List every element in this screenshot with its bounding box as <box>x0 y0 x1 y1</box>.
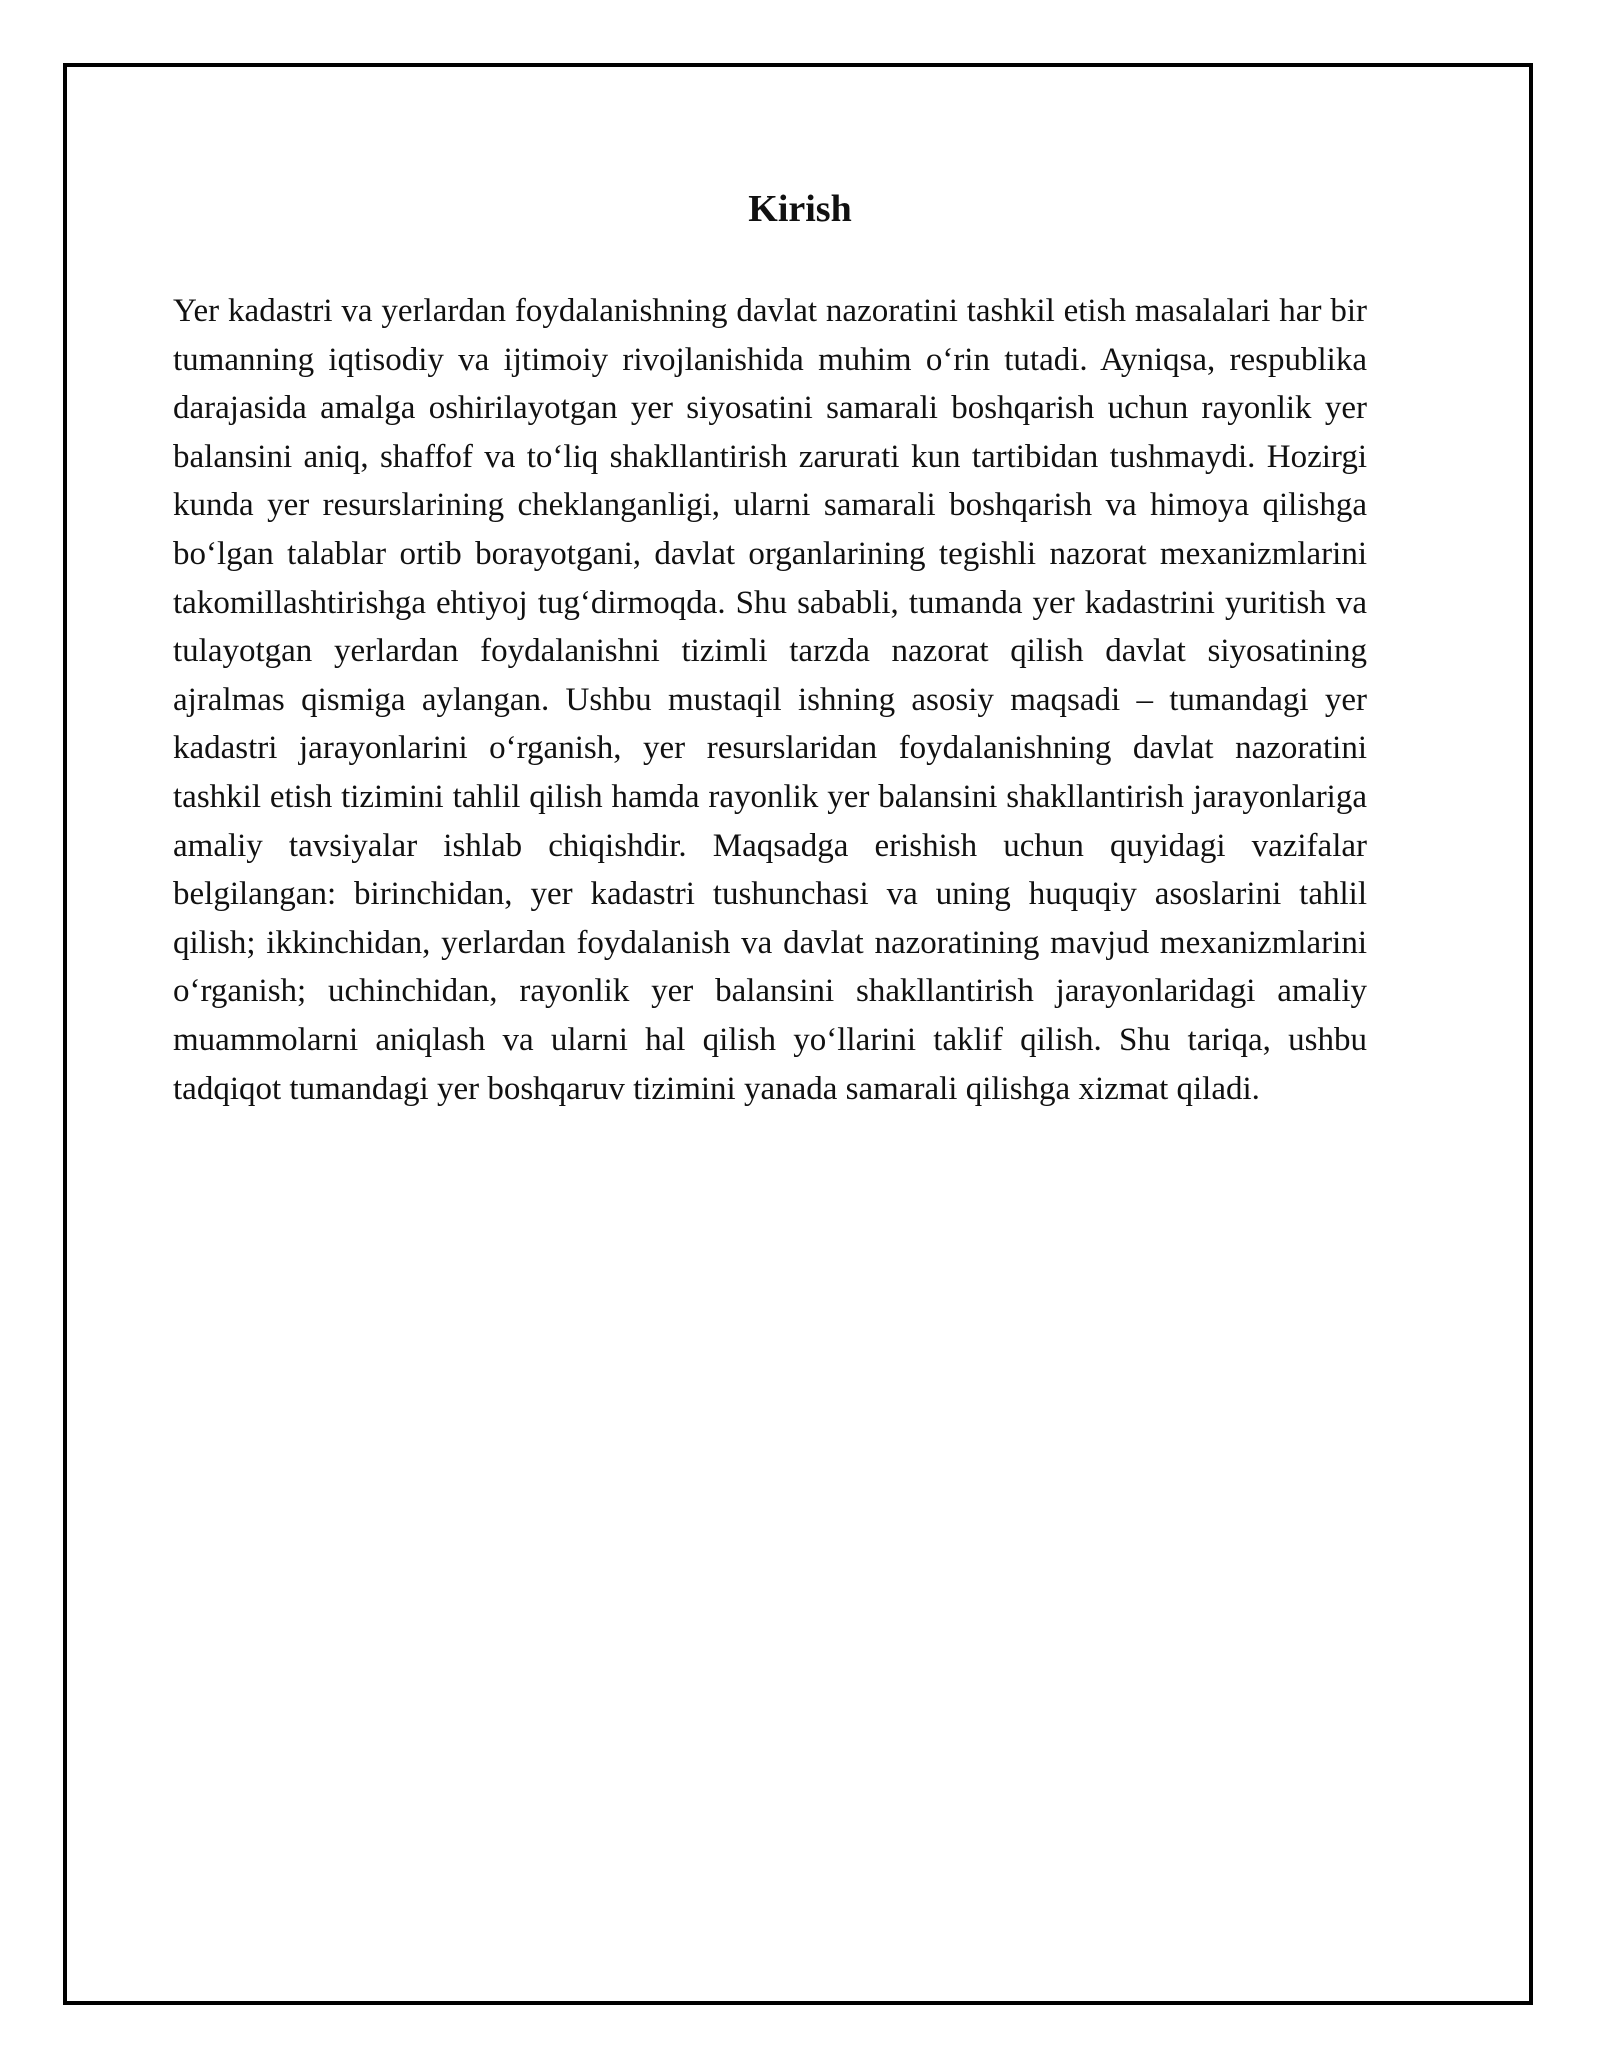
page-title: Kirish <box>748 188 852 230</box>
body-paragraph: Yer kadastri va yerlardan foydalanishning davlat nazoratini tashkil etish masalalari har bir tumanning iqtisodiy va ijtimoiy rivojlanishida muhim o‘rin tutadi. Ayniqsa, respublika darajasida amalga oshirilayotgan yer siyosatini samarali boshqarish uchun rayonlik yer balansini aniq, shaffof va to‘liq shakllantirish zarurati kun tartibidan tushmaydi. Hozirgi kunda yer resurslarining cheklanganligi, ularni samarali boshqarish va himoya qilishga bo‘lgan talablar ortib borayotgani, davlat organlarining tegishli nazorat mexanizmlarini takomillashtirishga ehtiyoj tug‘dirmoqda. Shu sababli, tumanda yer kadastrini yuritish va tulayotgan yerlardan foydalanishni tizimli tarzda nazorat qilish davlat siyosatining ajralmas qismiga aylangan. Ushbu mustaqil ishning asosiy maqsadi – tumandagi yer kadastri jarayonlarini o‘rganish, yer resurslaridan foydalanishning davlat nazoratini tashkil etish tizimini tahlil qilish hamda rayonlik yer balansini shakllantirish jarayonlariga amaliy tavsiyalar ishlab chiqishdir. Maqsadga erishish uchun quyidagi vazifalar belgilangan: birinchidan, yer kadastri tushunchasi va uning huquqiy asoslarini tahlil qilish; ikkinchidan, yerlardan foydalanish va davlat nazoratining mavjud mexanizmlarini o‘rganish; uchinchidan, rayonlik yer balansini shakllantirish jarayonlaridagi amaliy muammolarni aniqlash va ularni hal qilish yo‘llarini taklif qilish. Shu tariqa, ushbu tadqiqot tumandagi yer boshqaruv tizimini yanada samarali qilishga xizmat qiladi. <box>173 293 1367 1107</box>
